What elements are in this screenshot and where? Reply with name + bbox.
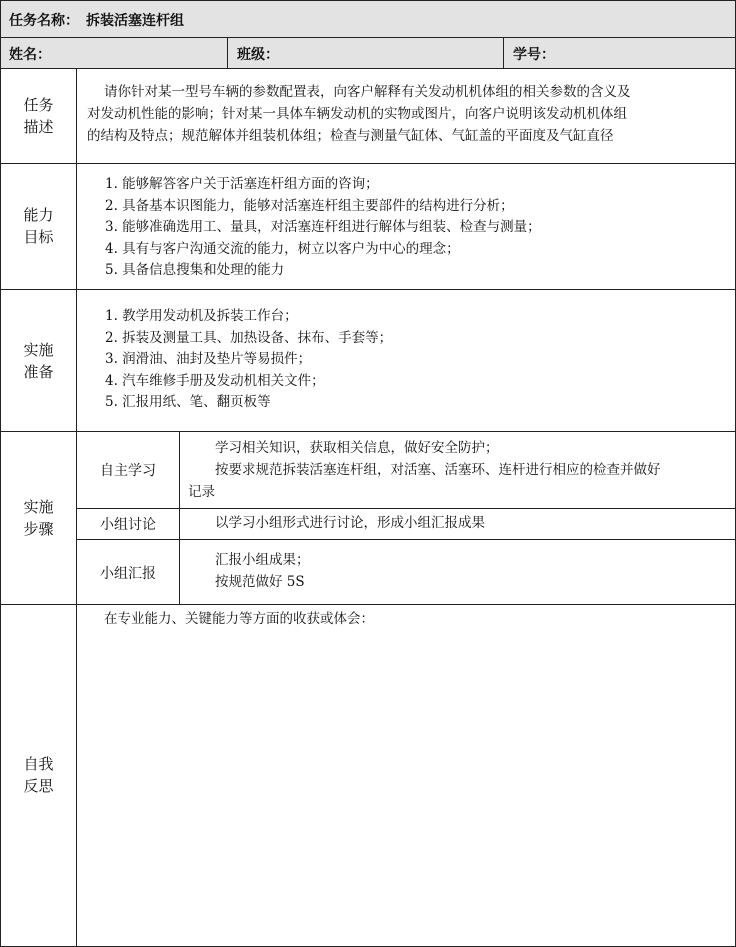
- list-item: 4. 具有与客户沟通交流的能力，树立以客户为中心的理念；: [105, 240, 460, 257]
- list-item: 2. 具备基本识图能力，能够对活塞连杆组主要部件的结构进行分析；: [105, 197, 514, 214]
- list-item: 1. 教学用发动机及拆装工作台；: [105, 308, 298, 324]
- student-info-row: [1, 38, 735, 68]
- preparation-list: [105, 306, 392, 414]
- task-name-value: 拆装活塞连杆组: [86, 13, 184, 29]
- task-name-row: [1, 1, 735, 37]
- task-name-label: 任务名称：: [9, 13, 79, 29]
- list-item: 5. 汇报用纸、笔、翻页板等: [105, 394, 271, 410]
- name-field-label: 姓名：: [9, 47, 51, 63]
- group-report-text: 汇报小组成果； 按规范做好 5S: [215, 552, 310, 590]
- list-item: 2. 拆装及测量工具、加热设备、抹布、手套等；: [105, 329, 393, 346]
- preparation-label: 实施 准备: [23, 341, 54, 381]
- self-study-text: 学习相关知识，获取相关信息，做好安全防护； 按要求规范拆装活塞连杆组，对活塞、活塞环、连杆进行相应的检查并做好 记录: [188, 440, 661, 500]
- list-item: 4. 汽车维修手册及发动机相关文件；: [105, 372, 325, 389]
- self-reflection-writing-area[interactable]: [77, 633, 735, 945]
- ability-goals-list: [105, 174, 541, 282]
- list-item: 3. 润滑油、油封及垫片等易损件；: [105, 351, 312, 367]
- list-item: 1. 能够解答客户关于活塞连杆组方面的咨询；: [105, 176, 379, 192]
- group-discussion-label: 小组讨论: [100, 517, 156, 533]
- self-reflection-prompt: 在专业能力、关键能力等方面的收获或体会：: [104, 611, 374, 627]
- class-field-label: 班级：: [237, 47, 279, 63]
- implementation-steps-label: 实施 步骤: [23, 498, 54, 538]
- task-description-text: 请你针对某一型号车辆的参数配置表，向客户解释有关发动机机体组的相关参数的含义及 对发动机性能的影响；针对某一具体车辆发动机的实物或图片，向客户说明该发动机机体组 的结构及特点；规范解体并组装机体组；检查与测量气缸体、气缸盖的平面度及气缸直径: [87, 84, 631, 144]
- ability-goals-label: 能力 目标: [23, 206, 54, 246]
- task-description-label: 任务 描述: [23, 96, 54, 136]
- group-discussion-text: 以学习小组形式进行讨论，形成小组汇报成果: [215, 515, 485, 531]
- self-reflection-label: 自我 反思: [23, 755, 54, 795]
- student-id-field-label: 学号：: [513, 47, 555, 63]
- group-report-label: 小组汇报: [100, 566, 156, 582]
- list-item: 3. 能够准确选用工、量具，对活塞连杆组进行解体与组装、检查与测量；: [105, 219, 541, 235]
- list-item: 5. 具备信息搜集和处理的能力: [105, 262, 285, 278]
- self-study-label: 自主学习: [100, 463, 156, 479]
